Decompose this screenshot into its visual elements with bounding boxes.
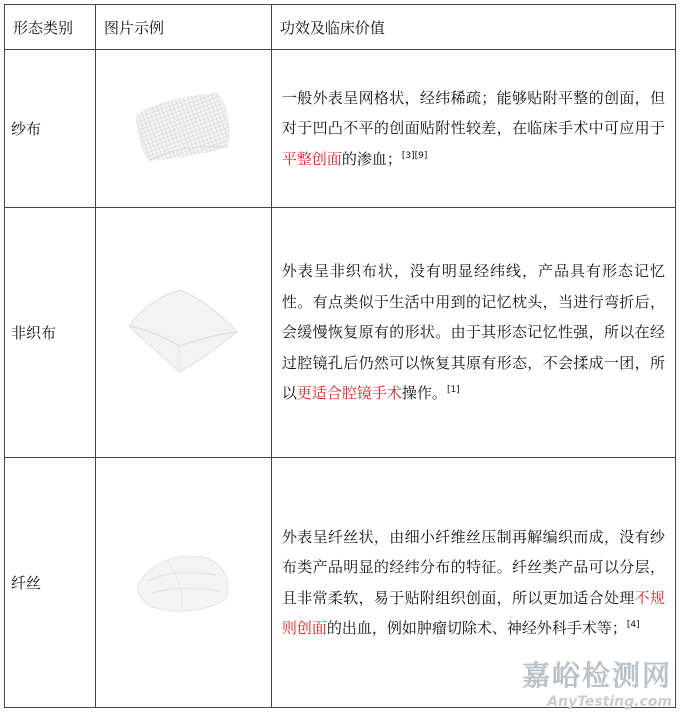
- fibrillar-image: [96, 458, 272, 708]
- value-cell: 外表呈纤丝状，由细小纤维丝压制再解编织而成，没有纱布类产品明显的经纬分布的特征。纤丝类产品可以分层，且非常柔软，易于贴附组织创面，所以更加适合处理不规则创面的出血，例如肿瘤切除术、神经外科手术等；[4]: [271, 458, 675, 708]
- hemostat-form-table: [4, 4, 676, 708]
- watermark: [522, 654, 672, 710]
- gauze-mesh-image: [96, 50, 272, 208]
- table-row: [5, 50, 676, 208]
- value-cell: 外表呈非织布状，没有明显经纬线，产品具有形态记忆性。有点类似于生活中用到的记忆枕头，当进行弯折后，会缓慢恢复原有的形状。由于其形态记忆性强，所以在经过腔镜孔后仍然可以恢复其原有形态，不会揉成一团，所以更适合腔镜手术操作。[1]: [271, 208, 675, 458]
- reference-mark: [3][9]: [401, 150, 428, 161]
- nonwoven-fabric-image: [96, 208, 272, 458]
- table-row: [5, 208, 676, 458]
- table-header-row: [5, 5, 676, 50]
- watermark-cn: 嘉峪检测网: [521, 659, 672, 692]
- highlight-text: 不规则创面: [281, 588, 665, 637]
- header-value: 功效及临床价值: [271, 5, 675, 50]
- header-category: 形态类别: [5, 5, 96, 50]
- header-image: 图片示例: [96, 5, 272, 50]
- category-cell: 纱布: [5, 50, 96, 208]
- category-cell: 非织布: [5, 208, 96, 458]
- watermark-en: AnyTesting.com: [547, 694, 672, 710]
- highlight-text: 更适合腔镜手术: [296, 384, 402, 403]
- value-cell: 一般外表呈网格状，经纬稀疏；能够贴附平整的创面，但对于凹凸不平的创面贴附性较差，在临床手术中可应用于平整创面的渗血；[3][9]: [271, 50, 675, 208]
- reference-mark: [4]: [626, 620, 640, 630]
- category-cell: 纤丝: [5, 458, 96, 708]
- reference-mark: [1]: [446, 385, 460, 396]
- highlight-text: 平整创面: [281, 149, 342, 168]
